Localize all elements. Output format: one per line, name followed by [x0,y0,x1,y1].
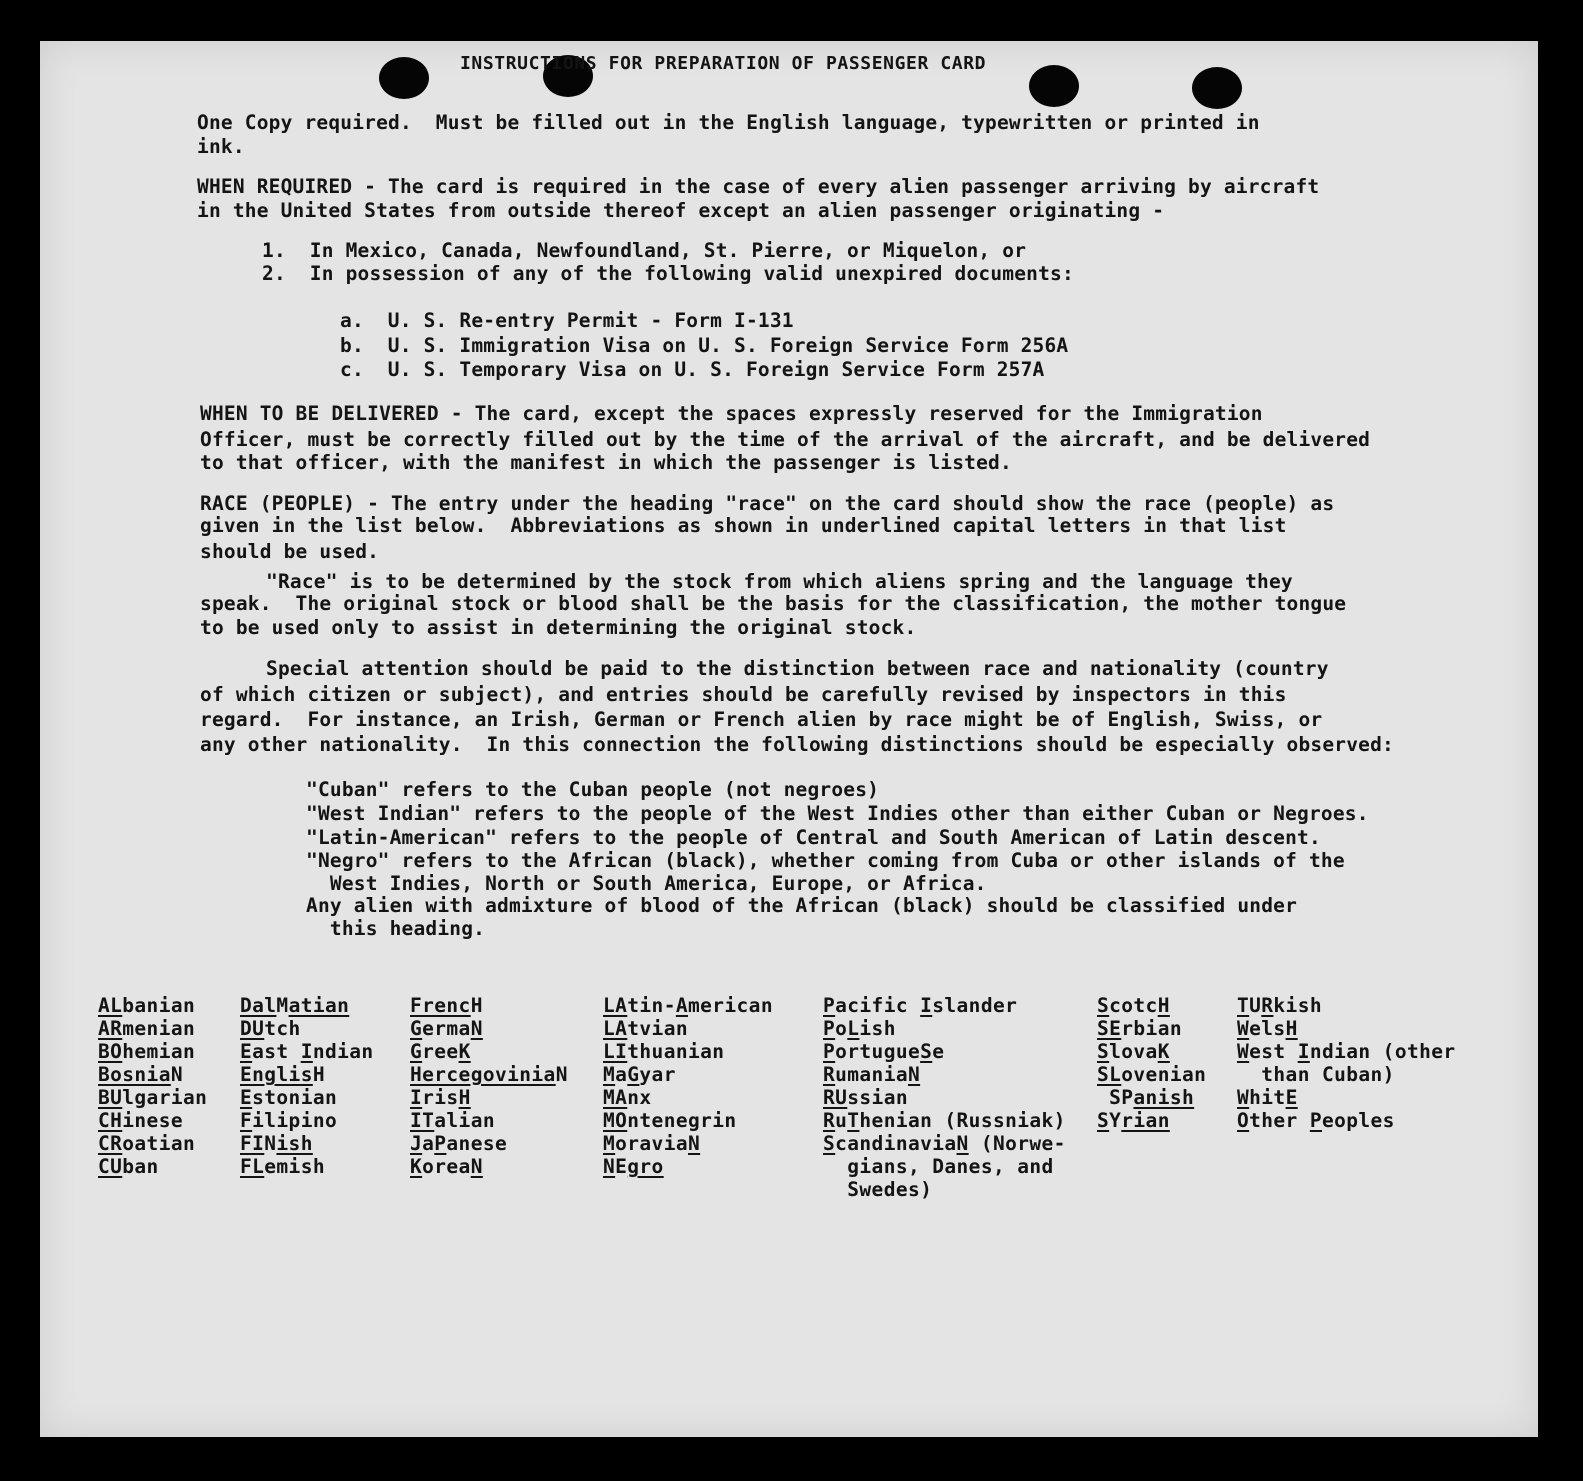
race-abbreviation: BU [98,1086,123,1109]
race-text: orea [422,1155,471,1178]
race-abbreviation: G [627,1063,640,1086]
race-abbreviation: R [1261,994,1274,1017]
race-text: els [1249,1017,1286,1040]
race-text: hit [1249,1086,1286,1109]
race-abbreviation: P [434,1132,447,1155]
race-abbreviation: K [410,1155,423,1178]
distinction-line: "Latin-American" refers to the people of Central and South American of Latin descent. [306,826,1321,849]
race-entry [410,1155,568,1178]
when-required-line: in the United States from outside thereof except an alien passenger originating - [197,199,1165,222]
race-abbreviation: I [1297,1040,1310,1063]
race-text: ssian [847,1086,908,1109]
race-entry [823,994,1066,1017]
race-column [98,994,207,1178]
race-text: yar [639,1063,676,1086]
race-entry [1237,1017,1456,1040]
race-abbreviation: CR [98,1132,123,1155]
race-abbreviation: W [1237,1086,1250,1109]
race-entry [1097,994,1206,1017]
race-text: lgarian [122,1086,208,1109]
race-abbreviation: K [458,1040,471,1063]
race-column [1097,994,1206,1132]
race-text: a [422,1132,435,1155]
race-abbreviation: I [410,1086,423,1109]
race-abbreviation: DU [240,1017,265,1040]
race-column [240,994,374,1178]
race-entry [98,1017,207,1040]
race-text: M [276,994,289,1017]
race-abbreviation: RU [823,1086,848,1109]
race-abbreviation: W [1237,1017,1250,1040]
race-abbreviation: FL [240,1155,265,1178]
race-text: ndian (other [1309,1040,1456,1063]
special-attention-line: of which citizen or subject), and entries should be carefully revised by inspectors in this [200,683,1287,706]
race-text: N [555,1063,568,1086]
race-text: oravia [615,1132,688,1155]
race-text: gians, Danes, and [823,1155,1054,1178]
race-abbreviation: Frenc [410,994,471,1017]
race-text: candinavia [835,1132,957,1155]
race-text: N [264,1132,277,1155]
race-entry [98,1086,207,1109]
race-abbreviation: P [1309,1109,1322,1132]
race-abbreviation: Dal [240,994,277,1017]
race-abbreviation: rian [1121,1109,1170,1132]
race-abbreviation: CU [98,1155,123,1178]
race-abbreviation: T [1237,994,1250,1017]
race-abbreviation: E [1285,1086,1298,1109]
race-text: hemian [122,1040,196,1063]
race-text: e [932,1040,945,1063]
race-abbreviation: IT [410,1109,435,1132]
race-abbreviation: W [1237,1040,1250,1063]
race-text: emish [264,1155,325,1178]
race-abbreviation: AR [98,1017,123,1040]
race-text: N [170,1063,183,1086]
race-text: inese [122,1109,183,1132]
race-entry [1237,1063,1456,1086]
race-text: est [1249,1040,1298,1063]
race-entry [410,1017,568,1040]
race-column [410,994,568,1178]
document-title: INSTRUCTIONS FOR PREPARATION OF PASSENGER CARD [460,53,987,74]
punch-hole [379,57,429,99]
race-text: nx [627,1086,652,1109]
race-abbreviation: S [1097,1040,1110,1063]
race-abbreviation: gro [627,1155,664,1178]
race-text: than Cuban) [1237,1063,1395,1086]
race-entry [1097,1063,1206,1086]
race-text: SP [1109,1086,1134,1109]
race-text: ast [252,1040,301,1063]
race-entry [823,1086,1066,1109]
race-abbreviation: G [410,1040,423,1063]
race-entry [1237,1109,1456,1132]
race-entry [603,1155,773,1178]
race-text: anese [446,1132,508,1155]
when-delivered-line: to that officer, with the manifest in which the passenger is listed. [200,451,1012,474]
race-entry [98,1040,207,1063]
race-text: o [835,1017,848,1040]
race-entry [410,1132,568,1155]
race-text: ilipino [252,1109,338,1132]
when-required-line: WHEN REQUIRED - The card is required in the case of every alien passenger arriving by aircraft [197,175,1320,198]
race-text: alian [434,1109,495,1132]
race-entry [603,1109,773,1132]
race-abbreviation: M [603,1132,616,1155]
when-delivered-line: Officer, must be correctly filled out by the time of the arrival of the aircraft, and be delivered [200,428,1371,451]
race-text: menian [122,1017,196,1040]
race-abbreviation: N [603,1155,616,1178]
document-item: a. U. S. Re-entry Permit - Form I-131 [340,309,794,332]
race-entry [410,1086,568,1109]
race-entry [1237,1040,1456,1063]
race-abbreviation: N [907,1063,921,1086]
race-abbreviation: T [847,1109,860,1132]
race-abbreviation: MO [603,1109,628,1132]
race-abbreviation: I [300,1040,313,1063]
race-entry [98,1063,207,1086]
race-entry [240,1086,374,1109]
race-entry [823,1017,1066,1040]
race-column [1237,994,1456,1132]
race-text: U [1249,994,1262,1017]
race-entry [603,1086,773,1109]
race-abbreviation: E [240,1086,253,1109]
race-definition-line: to be used only to assist in determining the original stock. [200,616,917,639]
race-text: u [835,1109,848,1132]
race-abbreviation: CH [98,1109,123,1132]
distinction-line: Any alien with admixture of blood of the African (black) should be classified under [306,894,1298,917]
race-text: ntenegrin [627,1109,737,1132]
document-item: b. U. S. Immigration Visa on U. S. Foreign Service Form 256A [340,334,1069,357]
race-entry [603,1063,773,1086]
race-abbreviation: S [823,1132,836,1155]
race-entry [98,1155,207,1178]
race-entry [1097,1017,1206,1040]
intro-line: One Copy required. Must be filled out in the English language, typewritten or printed in [197,111,1260,134]
race-entry [823,1132,1066,1155]
race-text: umania [835,1063,908,1086]
race-text: ree [422,1040,459,1063]
race-entry [1237,1086,1456,1109]
race-abbreviation: A [675,994,688,1017]
race-text: oatian [122,1132,196,1155]
race-abbreviation: S [1097,994,1110,1017]
distinction-line: "Cuban" refers to the Cuban people (not negroes) [306,778,880,801]
race-abbreviation: P [823,994,836,1017]
special-attention-line: any other nationality. In this connection the following distinctions should be especially observed: [200,733,1394,756]
race-entry [823,1040,1066,1063]
race-entry [410,1063,568,1086]
special-attention-line: Special attention should be paid to the distinction between race and nationality (country [266,657,1329,680]
distinction-line: West Indies, North or South America, Europe, or Africa. [306,872,987,895]
race-text: ban [122,1155,159,1178]
race-text: (Norwe- [968,1132,1066,1155]
race-text: Y [1109,1109,1122,1132]
race-abbreviation: F [240,1109,253,1132]
intro-line: ink. [197,135,245,158]
race-text: tvian [627,1017,688,1040]
race-entry [823,1155,1066,1178]
race-text: kish [1273,994,1322,1017]
race-abbreviation: SE [1097,1017,1122,1040]
document-page [40,41,1538,1437]
race-people-line: given in the list below. Abbreviations as shown in underlined capital letters in that list [200,514,1287,537]
race-abbreviation: LA [603,1017,628,1040]
special-attention-line: regard. For instance, an Irish, German or French alien by race might be of English, Swiss, or [200,708,1323,731]
race-entry [240,1132,374,1155]
race-abbreviation: S [1097,1109,1110,1132]
race-text: slander [932,994,1018,1017]
race-text: ther [1249,1109,1310,1132]
race-entry [603,994,773,1017]
race-entry [98,1109,207,1132]
race-abbreviation: MA [603,1086,628,1109]
race-abbreviation: L [847,1017,860,1040]
race-text: ortugue [835,1040,921,1063]
race-abbreviation: E [240,1040,253,1063]
condition-item: 1. In Mexico, Canada, Newfoundland, St. Pierre, or Miquelon, or [262,239,1027,262]
race-text: lova [1109,1040,1158,1063]
race-abbreviation: R [823,1109,836,1132]
when-delivered-line: WHEN TO BE DELIVERED - The card, except the spaces expressly reserved for the Immigration [200,402,1263,425]
distinction-line: "West Indian" refers to the people of the West Indies other than either Cuban or Negroes. [306,802,1369,825]
race-text: eoples [1321,1109,1395,1132]
punch-hole [1029,65,1079,107]
race-abbreviation: Englis [240,1063,313,1086]
race-definition-line: "Race" is to be determined by the stock from which aliens spring and the language they [266,570,1293,593]
punch-hole [1192,67,1242,109]
race-entry [410,1040,568,1063]
race-column [603,994,773,1178]
race-entry [823,1109,1066,1132]
race-abbreviation: ish [276,1132,313,1155]
race-entry [98,1132,207,1155]
race-text: acific [835,994,921,1017]
race-text: erma [422,1017,471,1040]
race-text: Swedes) [823,1178,933,1201]
race-entry [1097,1109,1206,1132]
race-people-line: should be used. [200,540,380,563]
race-abbreviation: P [823,1040,836,1063]
race-text: banian [122,994,196,1017]
race-text: ris [422,1086,459,1109]
race-entry [410,994,568,1017]
race-text: henian (Russniak) [859,1109,1066,1132]
race-entry [240,1040,374,1063]
race-abbreviation: H [1157,994,1170,1017]
race-abbreviation: LI [603,1040,628,1063]
distinction-line: "Negro" refers to the African (black), whether coming from Cuba or other islands of the [306,849,1345,872]
condition-item: 2. In possession of any of the following valid unexpired documents: [262,262,1074,285]
race-text: ndian [312,1040,374,1063]
race-abbreviation: Hercegovinia [410,1063,556,1086]
race-column [823,994,1066,1201]
race-text: E [615,1155,628,1178]
race-abbreviation: S [920,1040,933,1063]
race-people-line: RACE (PEOPLE) - The entry under the heading "race" on the card should show the race (people) as [200,492,1335,515]
race-abbreviation: O [1237,1109,1250,1132]
race-entry [410,1109,568,1132]
race-abbreviation: H [1285,1017,1298,1040]
race-abbreviation: LA [603,994,628,1017]
race-definition-line: speak. The original stock or blood shall be the basis for the classification, the mother tongue [200,592,1347,615]
race-abbreviation: H [458,1086,471,1109]
race-abbreviation: FI [240,1132,265,1155]
race-entry [603,1017,773,1040]
race-text: tch [264,1017,301,1040]
race-text: merican [687,994,773,1017]
race-entry [1097,1040,1206,1063]
race-entry [823,1063,1066,1086]
race-entry [240,1109,374,1132]
race-abbreviation: J [410,1132,423,1155]
race-entry [1097,1086,1206,1109]
race-entry [240,1155,374,1178]
race-text: stonian [252,1086,338,1109]
race-abbreviation: Bosnia [98,1063,171,1086]
race-text: a [615,1063,628,1086]
race-text [1097,1086,1109,1109]
race-text: H [470,994,483,1017]
race-entry [823,1178,1066,1201]
race-abbreviation: SL [1097,1063,1122,1086]
race-text: cotc [1109,994,1158,1017]
race-abbreviation: anish [1133,1086,1195,1109]
race-entry [240,1063,374,1086]
race-entry [603,1040,773,1063]
race-abbreviation: N [956,1132,969,1155]
race-abbreviation: G [410,1017,423,1040]
race-text: rbian [1121,1017,1182,1040]
race-abbreviation: P [823,1017,836,1040]
race-text: H [312,1063,325,1086]
race-text: tin- [627,994,676,1017]
race-text: ovenian [1121,1063,1207,1086]
distinction-line: this heading. [306,917,486,940]
document-item: c. U. S. Temporary Visa on U. S. Foreign Service Form 257A [340,358,1045,381]
race-abbreviation: K [1157,1040,1170,1063]
race-entry [603,1132,773,1155]
race-entry [240,1017,374,1040]
race-text: thuanian [627,1040,725,1063]
race-abbreviation: N [687,1132,701,1155]
race-text: ish [859,1017,896,1040]
race-abbreviation: N [470,1017,483,1040]
race-abbreviation: N [470,1155,483,1178]
race-entry [1237,994,1456,1017]
race-entry [98,994,207,1017]
race-abbreviation: BO [98,1040,123,1063]
race-abbreviation: M [603,1063,616,1086]
race-abbreviation: AL [98,994,123,1017]
race-entry [240,994,374,1017]
race-abbreviation: R [823,1063,836,1086]
race-abbreviation: atian [288,994,350,1017]
race-abbreviation: I [920,994,933,1017]
